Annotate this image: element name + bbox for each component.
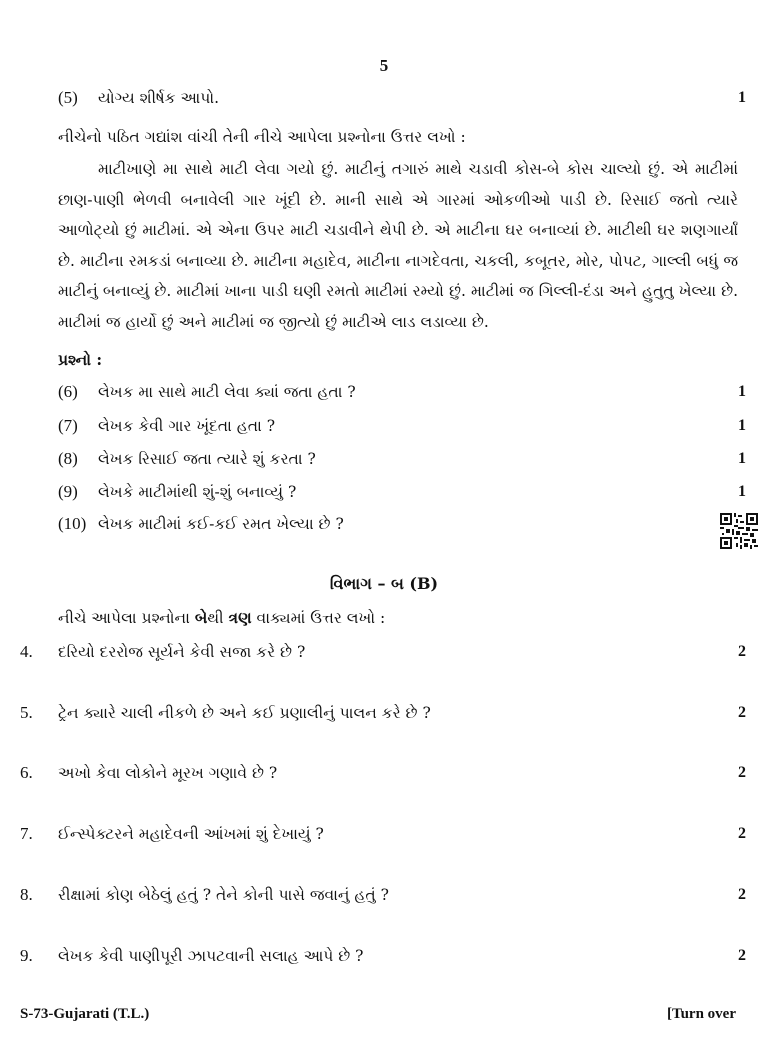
question-number: (5)	[58, 88, 78, 107]
question-marks: 2	[738, 947, 746, 964]
question-marks: 1	[738, 450, 746, 467]
question-text: રીક્ષામાં કોણ બેઠેલું હતું ? તેને કોની પાસે જવાનું હતું ?	[58, 886, 389, 904]
instruction-part: થી	[207, 609, 229, 627]
question-text: લેખક રિસાઈ જતા ત્યારે શું કરતા ?	[98, 450, 316, 468]
question-text: લેખક કેવી પાણીપૂરી ઝાપટવાની સલાહ આપે છે ?	[58, 947, 364, 965]
question-number: 7.	[20, 824, 33, 843]
question-marks: 2	[738, 643, 746, 660]
question-number: (9)	[58, 482, 78, 501]
passage-text: માટીખાણે મા સાથે માટી લેવા ગયો છું. માટીનું તગારું માથે ચડાવી કોસ-બે કોસ ચાલ્યો છું. એ માટીમાં છાણ-પાણી ભેળવી બનાવેલી ગાર ખૂંદી છે. માની સાથે એ ગારમાં ઓકળીઓ પાડી છે. રિસાઈ જતો ત્યારે આળોટ્યો છું માટીમાં. એ એના ઉપર માટી ચડાવીને થેપી છે. એ માટીના ઘર બનાવ્યાં છે. માટીથી ઘર શણગાર્યાં છે. માટીના રમકડાં બનાવ્યા છે. માટીના મહાદેવ, માટીના નાગદેવતા, ચકલી, કબૂતર, મોર, પોપટ, ગાલ્લી બધું જ માટીનું બનાવ્યું છે. માટીમાં ખાના પાડી ઘણી રમતો માટીમાં રમ્યો છું. માટીમાં જ ગિલ્લી-દંડા અને હુતુતુ ખેલ્યા છે. માટીમાં જ હાર્યો છું અને માટીમાં જ જીત્યો છું માટીએ લાડ લડાવ્યા છે.	[58, 160, 738, 331]
turn-over: [Turn over	[666, 1006, 736, 1022]
questions-heading: પ્રશ્નો :	[58, 350, 103, 369]
question-marks: 1	[738, 383, 746, 400]
question-number: 5.	[20, 703, 33, 722]
question-text: ટ્રેન ક્યારે ચાલી નીકળે છે અને કઈ પ્રણાલીનું પાલન કરે છે ?	[58, 704, 431, 722]
instruction-bold: ત્રણ	[228, 608, 252, 627]
question-number: (8)	[58, 449, 78, 468]
question-number: (7)	[58, 416, 78, 435]
question-text: લેખક માટીમાં કઈ-કઈ રમત ખેલ્યા છે ?	[98, 515, 344, 533]
question-text: લેખક કેવી ગાર ખૂંદતા હતા ?	[98, 417, 276, 435]
question-text: લેખકે માટીમાંથી શું-શું બનાવ્યું ?	[98, 483, 297, 501]
page-number: 5	[379, 56, 389, 75]
passage	[58, 154, 738, 337]
question-number: (10)	[58, 514, 87, 533]
section-heading: વિભાગ – બ (B)	[329, 574, 439, 593]
question-marks: 2	[738, 825, 746, 842]
question-marks: 1	[738, 483, 746, 500]
instruction-part: નીચે આપેલા પ્રશ્નોના	[58, 609, 195, 627]
question-text: યોગ્ય શીર્ષક આપો.	[98, 89, 220, 107]
question-number: 8.	[20, 885, 33, 904]
section-instruction	[58, 608, 385, 628]
question-text: ઈન્સ્પેક્ટરને મહાદેવની આંખમાં શું દેખાયું ?	[58, 825, 324, 843]
question-number: 4.	[20, 642, 33, 661]
question-marks: 2	[738, 886, 746, 903]
qr-code-icon	[720, 513, 758, 549]
question-number: (6)	[58, 382, 78, 401]
question-text: અખો કેવા લોકોને મૂરખ ગણાવે છે ?	[58, 764, 278, 782]
question-number: 9.	[20, 946, 33, 965]
question-marks: 2	[738, 764, 746, 781]
question-text: દરિયો દરરોજ સૂર્યને કેવી સજા કરે છે ?	[58, 643, 306, 661]
passage-instruction: નીચેનો પઠિત ગદ્યાંશ વાંચી તેની નીચે આપેલા પ્રશ્નોના ઉત્તર લખો :	[58, 128, 466, 146]
question-marks: 1	[738, 417, 746, 434]
question-text: લેખક મા સાથે માટી લેવા ક્યાં જતા હતા ?	[98, 383, 356, 401]
instruction-bold: બે	[194, 608, 208, 627]
instruction-part: વાક્યમાં ઉત્તર લખો :	[251, 609, 386, 627]
question-number: 6.	[20, 763, 33, 782]
paper-code: S-73-Gujarati (T.L.)	[20, 1006, 150, 1022]
question-marks: 2	[738, 704, 746, 721]
question-marks: 1	[738, 89, 746, 106]
